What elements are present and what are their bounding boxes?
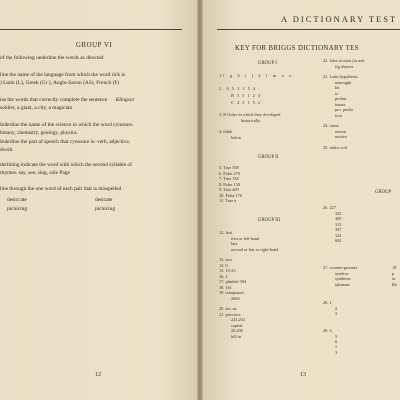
question-text: soldier, a giant, a city, a magician: [0, 105, 73, 111]
word-pair-right: desicate: [95, 197, 113, 203]
answer-line: lat: [335, 85, 340, 90]
answer-line: 692: [335, 238, 342, 243]
answer-line: 14. 9: [219, 262, 228, 268]
answer-line: tumor: [335, 101, 346, 107]
answers-column-2b: [323, 205, 341, 244]
answer-line: 309: [335, 216, 342, 221]
answer-line: 387: [335, 227, 342, 232]
answer-line: motive: [335, 134, 347, 139]
answer-line: foot: [335, 112, 342, 118]
answer-line: 315: [335, 221, 342, 227]
answer-line: 2: [335, 305, 338, 311]
question-text: line through the one word of each pair that is misspelled: [0, 186, 122, 192]
answer-line: 3. R Order in which they developed: [219, 112, 281, 117]
left-page: [0, 0, 197, 400]
question-text: line the name of the language from which the word rick is: [0, 72, 125, 78]
answer-line: 22. false accusat (or adv: [323, 58, 365, 63]
answer-line: 4. thlek: [219, 129, 232, 134]
answers-column-2c-side: [392, 265, 397, 287]
answer-line: 2. A 5 2 3 5 4: [219, 86, 257, 91]
answer-line: prelim.: [335, 96, 348, 101]
answers-column-2: [323, 58, 365, 150]
answer-line: 6: [335, 339, 338, 344]
answer-line: 2606: [231, 295, 240, 301]
answer-line: 7. True 158: [219, 176, 239, 181]
page-number: 13: [300, 372, 306, 378]
question-text: Inderline the name of the science in which the word cynosure: [0, 122, 133, 128]
answer-line: bolon: [231, 135, 241, 140]
answer-line: reason: [335, 128, 347, 134]
answer-line: ayudow: [335, 270, 349, 276]
instructions-text: of the following underline the words as directed: [0, 55, 104, 61]
answer-line: second or last or right-hand: [231, 246, 279, 252]
question-text: ) Latin (L), Greek (Gr ), Anglo-Saxon (AS), French (F): [0, 80, 120, 86]
group-heading: GROUP II: [258, 155, 279, 160]
answer-line: 3: [335, 350, 338, 355]
answer-line: C 4 3 1 5 2: [231, 100, 261, 105]
answer-line: B 3 5 1 2 4: [231, 93, 261, 98]
group-heading: GROUP III: [258, 218, 281, 223]
question-text: dverb.: [0, 147, 14, 153]
answer-line: 6. False 270: [219, 170, 240, 176]
group-heading: GROUP I: [258, 61, 277, 66]
key-title: KEY FOR BRIGGS DICTIONARY TES: [235, 45, 359, 52]
header-rule: [217, 29, 400, 30]
running-head: A DICTIONARY TEST: [281, 14, 398, 24]
answer-line: 325: [335, 210, 342, 216]
answer-line: fig shower: [335, 63, 354, 69]
group-heading: GROUP: [375, 190, 392, 195]
answer-line: 21. province: [219, 311, 241, 317]
answer-line: 18: [392, 265, 397, 270]
answer-line: 24. cause: [323, 123, 339, 128]
answers-column-2d: [323, 300, 337, 317]
answer-line: pro. prefix: [335, 107, 354, 112]
answer-line: 124: [335, 232, 342, 238]
question-text: Inderline the part of speech that cynosure is: verb, adjective,: [0, 139, 131, 145]
answer-line: talisman: [335, 281, 350, 287]
question-text: botany, chemistry, geology, physics.: [0, 130, 78, 136]
answer-line: 20,200: [231, 328, 243, 333]
word-pair-right: picnicing: [95, 206, 116, 212]
answer-line: 28. 1: [323, 300, 332, 305]
answer-line: 20. six, ax: [219, 306, 237, 311]
answers-column-2e: [323, 328, 337, 356]
group-heading: GROUP VI: [76, 42, 113, 49]
group3-answers: [219, 230, 278, 339]
answer-line: Ro: [392, 281, 398, 287]
answers-column-2c: [323, 265, 357, 287]
question-text: ise the words that correctly complete the sentence: [0, 97, 108, 103]
answer-line: 19. compound: [219, 290, 244, 295]
answer-line: to: [335, 90, 339, 96]
answer-line: 25. italics soil: [323, 144, 347, 150]
answer-line: last: [231, 241, 237, 246]
right-page: [203, 0, 400, 400]
question-text: derlining indicate the word with which the second syllable of: [0, 162, 132, 168]
answer-line: capital: [231, 322, 243, 328]
answer-line: 17. plinthel 394: [219, 279, 247, 284]
answer-line: tu: [392, 276, 396, 281]
answer-line: 29. 4: [323, 328, 332, 333]
word-pair-left: picnicing: [7, 206, 28, 212]
answer-line: nonought: [335, 79, 352, 85]
answer-line: 9. True 409: [219, 187, 239, 192]
answer-line: 13. two: [219, 257, 232, 262]
answer-line: first or left-hand: [231, 235, 260, 241]
header-rule: [0, 29, 182, 30]
question-text: rhymes. say, see, sing, sole Page: [0, 170, 70, 176]
answer-line: 223,202: [231, 317, 245, 322]
answer-line: 23. Latin hypothesis: [323, 74, 358, 79]
answer-line: 16. 1: [219, 273, 228, 279]
answer-line: 11. True e: [219, 198, 237, 203]
answer-line: 7: [335, 344, 338, 350]
answer-line: 3: [335, 311, 338, 316]
question-keyword: Klingsor: [115, 97, 135, 103]
answer-line: 5: [335, 333, 338, 339]
answer-line: synthesis: [335, 276, 351, 281]
answer-line: 26. 227: [323, 205, 336, 210]
word-pair-left: desiccate: [7, 197, 27, 203]
answer-line: hill in: [231, 333, 242, 339]
group2-answers: [219, 165, 242, 204]
answer-line: 10. False 176: [219, 192, 243, 198]
page-number: 12: [95, 372, 101, 378]
answer-line: 8. False 158: [219, 181, 240, 187]
answer-line: 18. 161: [219, 284, 232, 290]
answer-line: 15. 10-23: [219, 268, 236, 273]
answer-line: 5. True 358: [219, 165, 239, 170]
answer-line: historically: [241, 118, 261, 123]
answer-line: f g h i j k l m n o: [223, 73, 294, 78]
answer-line: p: [392, 270, 395, 276]
question-text: [0, 97, 135, 103]
answer-number: 1: [219, 73, 222, 78]
answer-line: 27. counter-gerrmet: [323, 265, 358, 270]
answer-line: 12. first: [219, 230, 233, 235]
